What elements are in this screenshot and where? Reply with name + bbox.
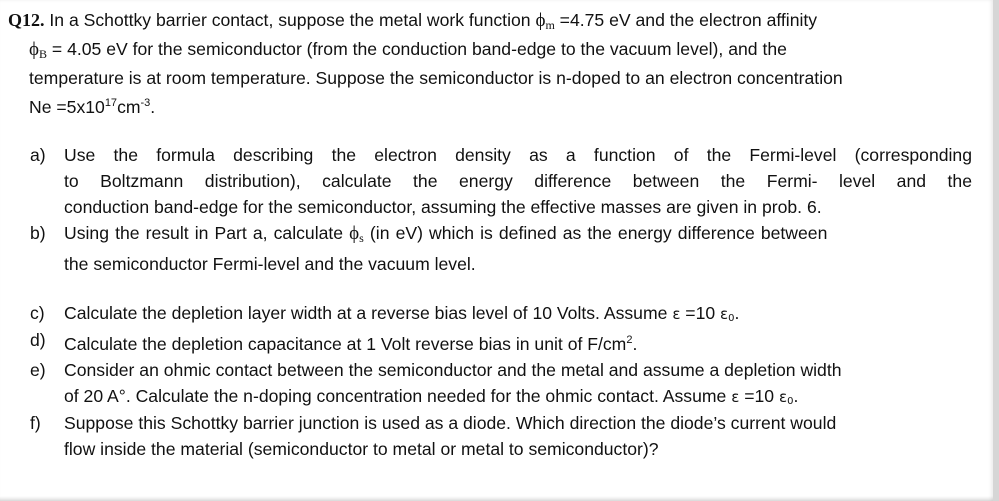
subscript-s: s [359,231,364,245]
phi-symbol: ϕ [29,39,40,61]
part-text: . [734,303,740,323]
part-body [64,357,972,410]
part-text: Calculate the depletion capacitance at 1 Volt reverse bias in unit of F/cm [64,334,627,354]
part-label: c) [30,303,45,323]
part-c [8,300,972,327]
question-text: = 4.05 eV for the semiconductor (from the conduction band-edge to the vacuum level), and the [47,39,787,60]
part-text: (in eV) which is defined as the energy difference between [363,223,828,243]
part-b-line-2: the semiconductor Fermi-level and the vacuum level. [64,254,476,274]
part-b-line-1 [64,220,972,251]
epsilon-zero-symbol [720,305,734,323]
part-text: . [793,386,799,406]
part-f-line-1: Suppose this Schottky barrier junction is used as a diode. Which direction the diode’s current would [64,413,837,433]
part-e [8,357,972,410]
part-label: f) [30,413,41,433]
part-body [64,410,972,462]
question-line-2 [8,37,972,66]
part-text: . [632,334,638,354]
exponent: -3 [140,96,151,109]
part-body [64,220,972,277]
question-number: Q12. [8,10,45,30]
parts-group-cf [8,300,972,462]
question-text: In a Schottky barrier contact, suppose the metal work function [44,10,536,30]
part-label: a) [30,145,46,165]
part-f-line-2: flow inside the material (semiconductor to metal or metal to semiconductor)? [64,439,659,459]
epsilon-zero-symbol [779,388,793,406]
part-e-line-2 [64,383,972,410]
phi-symbol: ϕ [349,223,360,244]
part-body [64,142,972,220]
part-text: =10 [739,386,779,406]
question-line-4 [8,91,972,119]
part-f [8,410,972,462]
part-label: e) [30,360,46,380]
parts-group-ab [8,142,972,277]
part-label: b) [30,223,46,243]
question-line-1 [8,8,972,37]
part-c-line-1 [64,300,972,327]
question-stem [8,8,972,119]
part-a-line-2: to Boltzmann distribution), calculate the energy difference between the Fermi- level and the [64,171,972,191]
subscript-m: m [545,18,555,32]
epsilon-symbol: ε [778,388,788,406]
part-b [8,220,972,277]
question-text: . [150,96,156,117]
part-body [64,300,972,327]
part-label: d) [30,330,46,350]
part-text: Using the result in Part a, calculate [64,223,350,243]
phi-symbol: ϕ [535,10,546,31]
exponent: 2 [626,334,633,346]
epsilon-symbol: ε [731,388,740,406]
part-e-line-1: Consider an ohmic contact between the semiconductor and the metal and assume a depletion width [64,360,842,380]
part-a [8,142,972,220]
part-text: =10 [680,303,721,323]
epsilon-symbol: ε [720,305,729,323]
question-text: cm [117,96,141,117]
subscript-zero: 0 [787,396,794,407]
part-d [8,327,972,357]
part-a-line-1: Use the formula describing the electron density as a function of the Fermi-level (corresponding [64,145,972,165]
subscript-B: B [39,47,48,62]
part-text: of 20 A°. Calculate the n-doping concentration needed for the ohmic contact. Assume [64,386,732,406]
question-text: Ne =5x10 [29,96,105,117]
part-a-line-3: conduction band-edge for the semiconductor, assuming the effective masses are given in prob. 6. [64,197,822,217]
question-line-3: temperature is at room temperature. Suppose the semiconductor is n-doped to an electron concentration [29,68,843,89]
epsilon-symbol: ε [672,305,681,323]
part-body [64,327,972,357]
exponent: 17 [104,96,118,109]
part-d-line-1 [64,327,972,357]
subscript-zero: 0 [728,313,735,324]
question-text: =4.75 eV and the electron affinity [554,10,818,30]
part-text: Calculate the depletion layer width at a reverse bias level of 10 Volts. Assume [64,303,673,323]
